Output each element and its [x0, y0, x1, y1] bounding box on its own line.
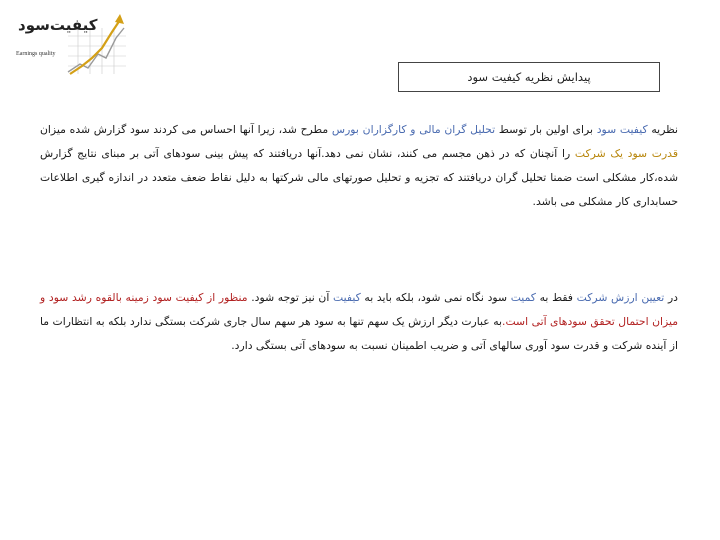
text-segment: برای اولین بار توسط	[495, 123, 597, 136]
highlight-definition: منظور از کیفیت سود زمینه بالقوه رشد سود و میزان احتمال تحقق سودهای آتی است.	[40, 291, 678, 328]
highlight-quantity: کمیت	[510, 291, 536, 304]
page-title: پیدایش نظریه کیفیت سود	[398, 62, 660, 92]
highlight-analysts: تحلیل گران مالی و کارگزاران بورس	[331, 123, 496, 136]
highlight-earnings-quality: کیفیت سود	[596, 123, 648, 136]
text-segment: در	[664, 291, 678, 304]
paragraph-definition	[40, 286, 678, 358]
text-segment: به عبارت دیگر ارزش یک سهم تنها به سود هر سهم سال جاری شرکت بستگی ندارد بلکه به انتظارات ما از آینده شرکت و قدرت سود آوری سالهای آتی و ضریب اطمینان نسبت به سودهای آتی بستگی دارد.	[40, 315, 678, 352]
text-segment: فقط به	[535, 291, 577, 304]
logo-title: کیفیت‌سود	[18, 16, 98, 34]
highlight-earnings-power: قدرت سود یک شرکت	[574, 147, 678, 160]
logo-subtitle: Earnings quality	[16, 51, 56, 57]
text-segment: را آنچنان که در ذهن مجسم می کنند، نشان نمی دهد.آنها دریافتند که پیش بینی سودهای آتی بر مبنای نتایج گزارش شده،کار مشکلی است ضمنا تحلیل گران دریافتند که تجزیه و تحلیل صورتهای مالی شرکتها به دلیل نقاط ضعف متعدد در اندازه گیری اطلاعات حسابداری کار مشکلی می باشد.	[40, 147, 678, 208]
paragraph-origin	[40, 118, 678, 214]
highlight-quality: کیفیت	[333, 291, 361, 304]
logo	[8, 8, 128, 78]
text-segment: مطرح شد، زیرا آنها احساس می کردند سود گزارش شده میزان	[40, 123, 332, 136]
text-segment: نظریه	[647, 123, 679, 136]
text-segment: آن نیز توجه شود.	[247, 291, 333, 304]
text-segment: سود نگاه نمی شود، بلکه باید به	[360, 291, 511, 304]
highlight-company-valuation: تعیین ارزش شرکت	[576, 291, 665, 304]
